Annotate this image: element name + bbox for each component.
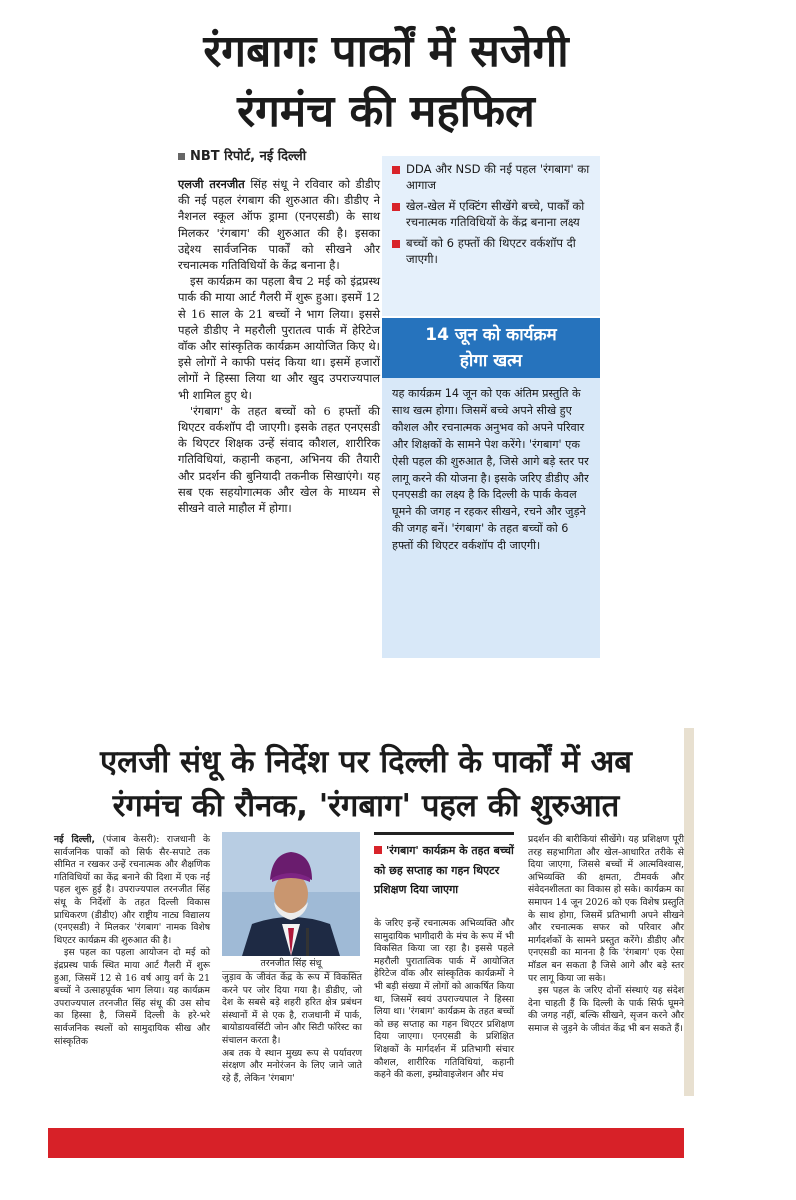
dateline: नई दिल्ली,: [54, 834, 95, 845]
paragraph-text: (पंजाब केसरी): राजधानी के सार्वजनिक पार्कों को सिर्फ सैर-सपाटे तक सीमित न रखकर उन्हें रचनात्मक और शैक्षणिक गतिविधियों का केंद्र बनाने की दिशा में एक नई पहल शुरू हुई है। उपराज्यपाल तरनजीत सिंह संधू के निर्देशों के तहत दिल्ली विकास प्राधिकरण (डीडीए) और राष्ट्रीय नाट्य विद्यालय (एनएसडी) ने मिलकर 'रंगबाग' नामक विशेष थिएटर कार्यक्रम की शुरुआत की है।: [54, 834, 211, 946]
article-column-1: [54, 834, 210, 1048]
highlight-text: खेल-खेल में एक्टिंग सीखेंगे बच्चे, पार्कों को रचनात्मक गतिविधियों के केंद्र बनाना लक्ष्य: [406, 199, 585, 229]
article-column-3: [374, 918, 514, 1082]
headline-punjab-kesari: [48, 740, 684, 828]
red-square-bullet-icon: [374, 846, 382, 854]
article-paragraph: इस पहल का पहला आयोजन दो मई को इंद्रप्रस्थ पार्क स्थित माया आर्ट गैलरी में शुरू हुआ, जिसमें 12 से 16 वर्ष आयु वर्ग के 21 बच्चों ने उत्साहपूर्वक भाग लिया। यह कार्यक्रम उपराज्यपाल तरनजीत सिंह संधू की उस सोच का हिस्सा है, जिसमें दिल्ली के हरे-भरे सार्वजनिक स्थलों को सामुदायिक सीख और सांस्कृतिक: [54, 947, 210, 1047]
pull-quote-text: 'रंगबाग' कार्यक्रम के तहत बच्चों को छह सप्ताह का गहन थिएटर प्रशिक्षण दिया जाएगा: [374, 844, 514, 896]
red-square-bullet-icon: [392, 203, 400, 211]
byline-text: NBT रिपोर्ट, नई दिल्ली: [190, 149, 307, 164]
article-paragraph: प्रदर्शन की बारीकियां सीखेंगे। यह प्रशिक्षण पूरी तरह सहभागिता और खेल-आधारित तरीके से दिया जाएगा, जिससे बच्चों में आत्मविश्वास, अभिव्यक्ति की क्षमता, टीमवर्क और संवेदनशीलता का विकास हो सके। कार्यक्रम का समापन 14 जून 2026 को एक विशेष प्रस्तुति के साथ होगा, जिसमें प्रतिभागी अपने सीखने और रचनात्मक सफर को परिवार और मार्गदर्शकों के सामने प्रस्तुत करेंगे। डीडीए और एनएसडी का मानना है कि 'रंगबाग' एक ऐसा मॉडल बन सकता है जिसे आगे और बड़े स्तर पर लागू किया जा सके।: [528, 834, 684, 984]
article-paragraph: इस कार्यक्रम का पहला बैच 2 मई को इंद्रप्रस्थ पार्क की माया आर्ट गैलरी में शुरू हुआ। इसमें 12 से 16 साल के 21 बच्चों ने भाग लिया। इससे पहले डीडीए ने महरौली पुरातत्व पार्क में हेरिटेज वॉक और सांस्कृतिक कार्यक्रम आयोजित किए थे। इसे लोगों ने काफी पसंद किया था। इसमें हजारों लोगों ने हिस्सा लिया था और खुद उपराज्यपाल भी शामिल हुए थे।: [178, 274, 380, 402]
article-paragraph: [178, 176, 380, 273]
article-column-4: [528, 834, 684, 1036]
highlight-item: [392, 162, 592, 193]
sidebar-heading: [382, 318, 600, 378]
highlight-item: [392, 199, 592, 230]
square-bullet-icon: [178, 153, 185, 160]
portrait-photo: [222, 832, 360, 956]
highlight-item: [392, 236, 592, 267]
article-paragraph: अब तक ये स्थान मुख्य रूप से पर्यावरण संरक्षण और मनोरंजन के लिए जाने जाते रहे हैं, लेकिन 'रंगबाग': [222, 1047, 362, 1084]
article-column-2: [222, 972, 362, 1085]
adjacent-clipping-edge: [684, 728, 694, 1096]
headline-nbt: [164, 22, 608, 142]
article-lead: एलजी तरनजीत: [178, 177, 245, 191]
highlights-box: [382, 156, 600, 316]
sidebar-heading-line-2: होगा खत्म: [459, 351, 523, 371]
paragraph-text: सिंह संधू ने रविवार को डीडीए की नई पहल रंगबाग की शुरुआत की। डीडीए ने नैशनल स्कूल ऑफ ड्रामा (एनएसडी) के साथ मिलकर 'रंगबाग' की शुरुआत की है। इसका उद्देश्य सार्वजनिक पार्कों को सीखने और रचनात्मक गतिविधियों के केंद्र बनाना है।: [178, 177, 380, 273]
highlights-list: [392, 162, 592, 267]
article-paragraph: के जरिए इन्हें रचनात्मक अभिव्यक्ति और सामुदायिक भागीदारी के मंच के रूप में भी विकसित किया जा रहा है। इससे पहले महरौली पुरातात्विक पार्क में आयोजित हेरिटेज वॉक और सांस्कृतिक कार्यक्रमों ने भी बड़ी संख्या में लोगों को आकर्षित किया था, जिसमें स्वयं उपराज्यपाल ने हिस्सा लिया था। 'रंगबाग' कार्यक्रम के तहत बच्चों को छह सप्ताह का गहन थिएटर प्रशिक्षण दिया जाएगा। एनएसडी के प्रशिक्षित शिक्षकों के मार्गदर्शन में प्रतिभागी संचार कौशल, शारीरिक गतिविधियां, कहानी कहने की कला, इम्प्रोवाइजेशन और मंच: [374, 918, 514, 1081]
article-body: [178, 176, 380, 516]
photo-caption: तरनजीत सिंह संधू: [222, 956, 360, 972]
highlight-text: DDA और NSD की नई पहल 'रंगबाग' का आगाज: [406, 162, 590, 192]
red-square-bullet-icon: [392, 240, 400, 248]
sidebar-body: यह कार्यक्रम 14 जून को एक अंतिम प्रस्तुति के साथ खत्म होगा। जिसमें बच्चे अपने सीखे हुए कौशल और रचनात्मक अनुभव को अपने परिवार और शिक्षकों के सामने पेश करेंगे। 'रंगबाग' एक ऐसी पहल की शुरुआत है, जिसे आगे बड़े स्तर पर लागू करने की योजना है। इसके जरिए डीडीए और एनएसडी का लक्ष्य है कि दिल्ली के पार्क केवल घूमने की जगह न रहकर सीखने, रचने और जुड़ने की जगह बनें। 'रंगबाग' के तहत बच्चों को 6 हफ्तों की थिएटर वर्कशॉप दी जाएगी।: [382, 378, 600, 658]
article-paragraph: 'रंगबाग' के तहत बच्चों को 6 हफ्तों की थिएटर वर्कशॉप दी जाएगी। इसके तहत एनएसडी के थिएटर शिक्षक उन्हें संवाद कौशल, शारीरिक गतिविधियां, कहानी कहना, अभिनय की तैयारी और प्रदर्शन की बुनियादी तकनीक सिखाएंगे। यह सब एक सहयोगात्मक और खेल के माध्यम से सीखने वाले माहौल में होगा।: [178, 403, 380, 516]
headline-line-1: रंगबागः पार्कों में सजेगी: [203, 26, 569, 77]
article-paragraph: इस पहल के जरिए दोनों संस्थाएं यह संदेश देना चाहती हैं कि दिल्ली के पार्क सिर्फ घूमने की जगह नहीं, बल्कि सीखने, सृजन करने और समाज से जुड़ने के जीवंत केंद्र भी बन सकते हैं।: [528, 985, 684, 1034]
headline-line-1: एलजी संधू के निर्देश पर दिल्ली के पार्कों में अब: [100, 744, 632, 780]
pull-quote: [374, 832, 514, 912]
byline: [178, 146, 306, 164]
headline-line-2: रंगमंच की रौनक, 'रंगबाग' पहल की शुरुआत: [112, 788, 620, 824]
highlight-text: बच्चों को 6 हफ्तों की थिएटर वर्कशॉप दी जाएगी।: [406, 236, 576, 266]
article-paragraph: [54, 834, 210, 947]
news-clipping-punjab-kesari: [48, 728, 684, 1160]
headline-line-2: रंगमंच की महफिल: [237, 86, 535, 137]
article-paragraph: जुड़ाव के जीवंत केंद्र के रूप में विकसित करने पर जोर दिया गया है। डीडीए, जो देश के सबसे बड़े शहरी हरित क्षेत्र प्रबंधन संस्थानों में से एक है, राजधानी में पार्क, बायोडायवर्सिटी जोन और सिटी फॉरेस्ट का संचालन करता है।: [222, 972, 362, 1046]
footer-red-bar: [48, 1128, 684, 1158]
portrait-illustration: [222, 832, 360, 956]
sidebar-heading-line-1: 14 जून को कार्यक्रम: [425, 325, 557, 345]
news-clipping-nbt: [164, 18, 608, 660]
red-square-bullet-icon: [392, 166, 400, 174]
